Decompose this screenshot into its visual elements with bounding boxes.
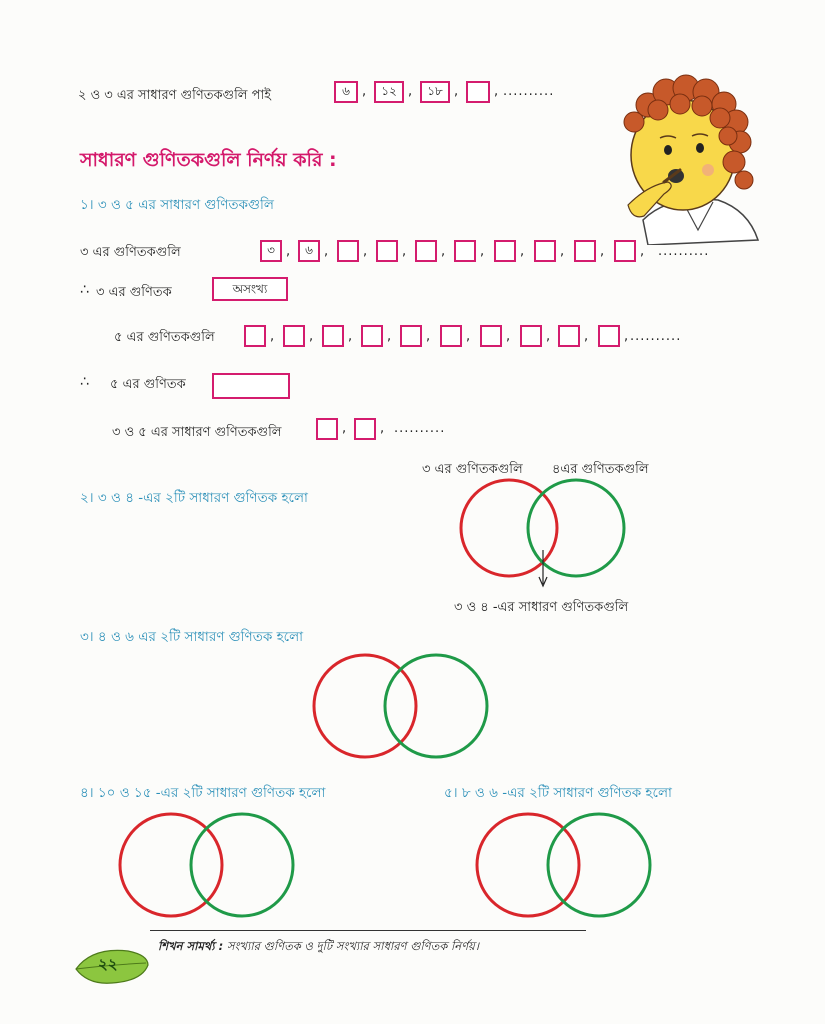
answer-box[interactable]	[322, 325, 344, 347]
comma: ,	[426, 329, 431, 344]
footer-divider	[150, 930, 586, 931]
answer-box[interactable]: ১৮	[420, 81, 450, 103]
question-4-title: ৪। ১০ ও ১৫ -এর ২টি সাধারণ গুণিতক হলো	[80, 785, 326, 801]
venn-diagram-q2	[460, 476, 630, 588]
venn-left-label: ৩ এর গুণিতকগুলি	[422, 462, 523, 477]
comma: ,	[387, 329, 392, 344]
comma: ,	[380, 421, 385, 436]
answer-box-multiple-5[interactable]	[212, 373, 290, 399]
comma: ,	[362, 84, 367, 99]
therefore-symbol: ∴	[80, 282, 89, 298]
answer-box[interactable]	[480, 325, 502, 347]
answer-box[interactable]	[454, 240, 476, 262]
multiple-of-3-label: ৩ এর গুণিতক	[96, 285, 172, 300]
therefore-symbol: ∴	[80, 374, 89, 390]
comma: ,	[506, 329, 511, 344]
ellipsis: ..........	[658, 244, 710, 259]
answer-box[interactable]	[361, 325, 383, 347]
comma: ,	[640, 244, 645, 259]
comma: ,	[270, 329, 275, 344]
multiple-of-5-label: ৫ এর গুণিতক	[110, 377, 186, 392]
learning-outcome-note	[158, 938, 479, 957]
answer-box-infinite[interactable]: অসংখ্য	[212, 277, 288, 301]
common-multiples-label: ৩ ও ৫ এর সাধারণ গুণিতকগুলি	[112, 425, 282, 440]
comma: ,	[324, 244, 329, 259]
answer-box[interactable]: ৩	[260, 240, 282, 262]
answer-box[interactable]: ৬	[298, 240, 320, 262]
answer-box[interactable]	[337, 240, 359, 262]
page-number: ২২	[98, 955, 118, 973]
question-2-title: ২। ৩ ও ৪ -এর ২টি সাধারণ গুণিতক হলো	[80, 490, 308, 506]
comma: ,	[546, 329, 551, 344]
comma: ,	[584, 329, 589, 344]
answer-box[interactable]	[574, 240, 596, 262]
question-5-title: ৫। ৮ ও ৬ -এর ২টি সাধারণ গুণিতক হলো	[444, 785, 672, 801]
thinking-boy-illustration	[588, 70, 763, 245]
comma: ,	[286, 244, 291, 259]
comma: ,	[520, 244, 525, 259]
answer-box[interactable]: ১২	[374, 81, 404, 103]
ellipsis: ..........	[503, 84, 555, 99]
learning-outcome-text: সংখ্যার গুণিতক ও দুটি সংখ্যার সাধারণ গুণিতক নির্ণয়।	[226, 939, 479, 953]
venn-diagram-q3	[312, 652, 492, 762]
answer-box[interactable]	[494, 240, 516, 262]
comma: ,	[600, 244, 605, 259]
question-3-title: ৩। ৪ ও ৬ এর ২টি সাধারণ গুণিতক হলো	[80, 629, 304, 645]
answer-box[interactable]	[376, 240, 398, 262]
venn-right-label: ৪এর গুণিতকগুলি	[552, 462, 649, 477]
ellipsis: ..........	[394, 421, 446, 436]
answer-box[interactable]	[534, 240, 556, 262]
answer-box[interactable]	[316, 418, 338, 440]
venn-bottom-label: ৩ ও ৪ -এর সাধারণ গুণিতকগুলি	[454, 600, 629, 615]
question-1-title: ১। ৩ ও ৫ এর সাধারণ গুণিতকগুলি	[80, 197, 274, 213]
venn-diagram-q4	[118, 811, 298, 921]
comma: ,	[342, 421, 347, 436]
comma: ,	[441, 244, 446, 259]
answer-box[interactable]	[400, 325, 422, 347]
comma: ,	[494, 84, 499, 99]
section-heading: সাধারণ গুণিতকগুলি নির্ণয় করি :	[80, 149, 337, 171]
venn-diagram-q5	[475, 811, 655, 921]
answer-box[interactable]	[244, 325, 266, 347]
comma: ,	[466, 329, 471, 344]
comma: ,	[408, 84, 413, 99]
comma: ,	[402, 244, 407, 259]
comma: ,	[454, 84, 459, 99]
answer-box[interactable]	[598, 325, 620, 347]
comma: ,	[363, 244, 368, 259]
comma: ,	[309, 329, 314, 344]
answer-box[interactable]	[614, 240, 636, 262]
comma: ,	[560, 244, 565, 259]
comma: ,	[348, 329, 353, 344]
intro-text: ২ ও ৩ এর সাধারণ গুণিতকগুলি পাই	[78, 88, 271, 103]
answer-box[interactable]: ৬	[334, 81, 358, 103]
multiples-of-5-label: ৫ এর গুণিতকগুলি	[114, 330, 215, 345]
comma: ,	[480, 244, 485, 259]
answer-box[interactable]	[520, 325, 542, 347]
answer-box[interactable]	[466, 81, 490, 103]
answer-box[interactable]	[415, 240, 437, 262]
ellipsis: ..........	[630, 329, 682, 344]
answer-box[interactable]	[558, 325, 580, 347]
learning-outcome-label: শিখন সামর্থ্য :	[158, 939, 224, 953]
answer-box[interactable]	[354, 418, 376, 440]
answer-box[interactable]	[283, 325, 305, 347]
answer-box[interactable]	[440, 325, 462, 347]
multiples-of-3-label: ৩ এর গুণিতকগুলি	[80, 245, 181, 260]
comma: ,	[624, 329, 629, 344]
